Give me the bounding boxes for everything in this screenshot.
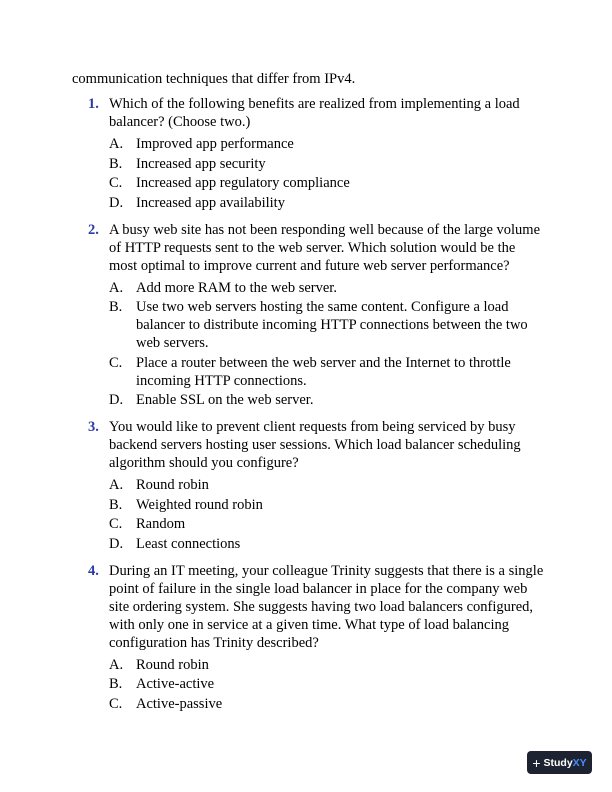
option-letter: B.: [109, 155, 123, 172]
question-list: [72, 95, 552, 722]
option-b: [109, 675, 536, 693]
question-2: [72, 221, 552, 410]
badge-brand: [544, 757, 587, 769]
option-c: [109, 695, 536, 713]
option-letter: B.: [109, 299, 123, 315]
option-text: Weighted round robin: [136, 496, 263, 513]
option-c: [109, 174, 536, 192]
option-letter: C.: [109, 175, 123, 191]
question-number: 4.: [88, 562, 99, 579]
option-text: Add more RAM to the web server.: [136, 279, 337, 296]
plus-icon: +: [532, 754, 541, 771]
option-text: Random: [136, 516, 186, 532]
option-d: [109, 535, 536, 553]
option-d: [109, 194, 536, 212]
option-text: Increased app security: [136, 155, 266, 172]
question-4: [72, 562, 552, 713]
option-text: Round robin: [136, 477, 209, 493]
option-letter: A.: [109, 279, 124, 296]
question-number: 3.: [88, 419, 99, 435]
option-text: Use two web servers hosting the same content. Configure a load balancer to distribute incoming HTTP connections between the two web servers.: [136, 299, 528, 351]
question-number: 2.: [88, 221, 99, 238]
studyxy-badge[interactable]: [527, 751, 592, 774]
option-b: [109, 298, 536, 352]
option-a: [109, 476, 536, 494]
question-3: [72, 418, 552, 553]
option-text: Increased app availability: [136, 194, 285, 211]
option-c: [109, 354, 536, 390]
intro-text: communication techniques that differ from IPv4.: [72, 71, 356, 87]
option-letter: C.: [109, 354, 123, 371]
option-text: Improved app performance: [136, 136, 294, 152]
question-text: A busy web site has not been responding well because of the large volume of HTTP requests sent to the web server. Which solution would be the most optimal to improve current and future web server performance?: [109, 221, 540, 274]
option-b: [109, 155, 536, 173]
badge-brand-xy: XY: [572, 756, 587, 769]
option-list: [109, 476, 552, 553]
option-letter: D.: [109, 194, 124, 211]
option-letter: B.: [109, 676, 123, 692]
option-a: [109, 279, 536, 297]
option-text: Place a router between the web server and the Internet to throttle incoming HTTP connections.: [136, 354, 511, 389]
badge-brand-study: Study: [543, 756, 573, 769]
option-letter: B.: [109, 496, 123, 513]
option-c: [109, 515, 536, 533]
option-letter: A.: [109, 477, 124, 493]
option-d: [109, 391, 536, 409]
option-letter: A.: [109, 656, 124, 673]
option-text: Active-passive: [136, 695, 223, 712]
option-text: Round robin: [136, 656, 209, 673]
option-letter: D.: [109, 392, 124, 408]
option-list: [109, 656, 552, 713]
option-letter: C.: [109, 695, 123, 712]
option-letter: A.: [109, 136, 124, 152]
option-a: [109, 135, 536, 153]
option-text: Increased app regulatory compliance: [136, 175, 350, 191]
option-list: [109, 279, 552, 410]
question-text: Which of the following benefits are realized from implementing a load balancer? (Choose two.): [109, 96, 520, 130]
question-number: 1.: [88, 96, 99, 112]
option-letter: C.: [109, 516, 123, 532]
option-list: [109, 135, 552, 212]
option-b: [109, 496, 536, 514]
option-letter: D.: [109, 535, 124, 552]
option-text: Least connections: [136, 535, 241, 552]
option-a: [109, 656, 536, 674]
question-text: During an IT meeting, your colleague Trinity suggests that there is a single point of failure in the single load balancer in place for the company web site ordering system. She suggests having two load balancers configured, with only one in service at a given time. What type of load balancing configuration has Trinity described?: [109, 562, 544, 651]
question-text: You would like to prevent client requests from being serviced by busy backend servers hosting user sessions. Which load balancer scheduling algorithm should you configure?: [109, 419, 521, 471]
question-1: [72, 95, 552, 212]
option-text: Active-active: [136, 676, 215, 692]
option-text: Enable SSL on the web server.: [136, 392, 314, 408]
